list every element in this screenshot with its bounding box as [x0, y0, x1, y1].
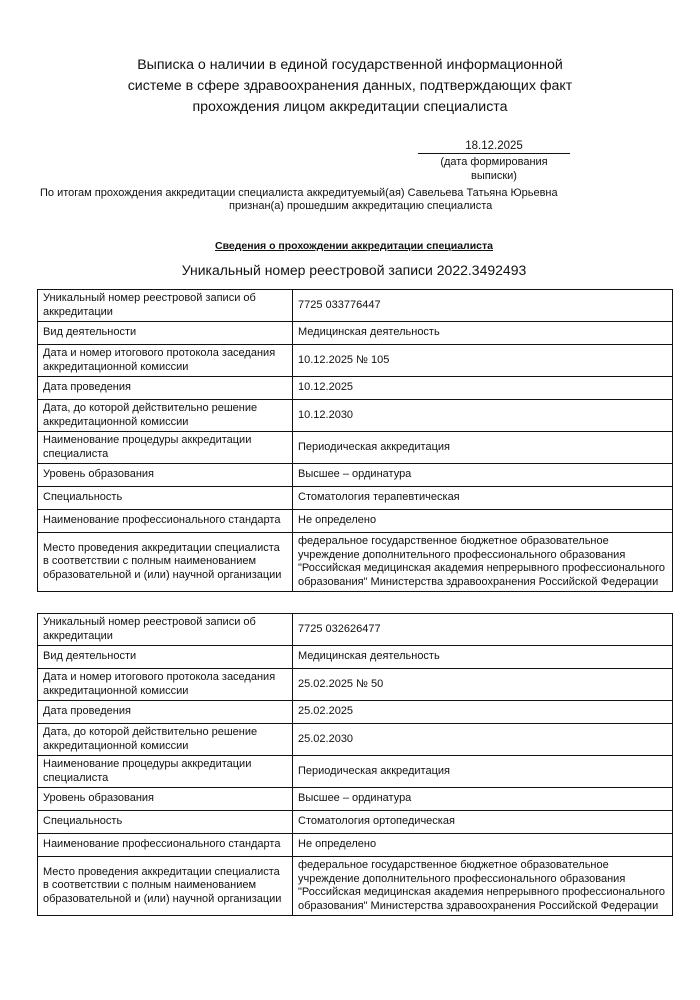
accreditation-table-2: [37, 613, 673, 916]
row-value: 10.12.2025 № 105: [293, 345, 673, 377]
table-row: [38, 464, 673, 487]
title-line: Выписка о наличии в единой государственной информационной: [137, 57, 563, 73]
row-label: Специальность: [38, 487, 293, 510]
row-value: Высшее – ординатура: [293, 788, 673, 811]
table-row: [38, 377, 673, 400]
row-value: федеральное государственное бюджетное образовательное учреждение дополнительного профессионального образования "Российская медицинская академия непрерывного профессионального образования" Министерства здравоохранения Российской Федерации: [293, 533, 673, 592]
table-row: [38, 487, 673, 510]
row-label: Специальность: [38, 811, 293, 834]
row-label: Дата проведения: [38, 701, 293, 724]
row-value: 10.12.2030: [293, 400, 673, 432]
row-value: Стоматология терапевтическая: [293, 487, 673, 510]
table-row: [38, 345, 673, 377]
table-row: [38, 400, 673, 432]
table-row: [38, 724, 673, 756]
row-label: Наименование профессионального стандарта: [38, 510, 293, 533]
row-label: Дата и номер итогового протокола заседания аккредитационной комиссии: [38, 345, 293, 377]
row-label: Наименование процедуры аккредитации специалиста: [38, 756, 293, 788]
row-value: 10.12.2025: [293, 377, 673, 400]
table-row: [38, 432, 673, 464]
row-label: Дата проведения: [38, 377, 293, 400]
table-row: [38, 857, 673, 916]
formation-date-block: [418, 140, 570, 183]
row-label: Уровень образования: [38, 788, 293, 811]
formation-date: 18.12.2025: [418, 140, 570, 154]
row-label: Дата, до которой действительно решение аккредитационной комиссии: [38, 400, 293, 432]
row-value: федеральное государственное бюджетное образовательное учреждение дополнительного профессионального образования "Российская медицинская академия непрерывного профессионального образования" Министерства здравоохранения Российской Федерации: [293, 857, 673, 916]
row-label: Вид деятельности: [38, 322, 293, 345]
result-statement-cont: признан(а) прошедшим аккредитацию специалиста: [229, 200, 493, 212]
row-label: Дата и номер итогового протокола заседания аккредитационной комиссии: [38, 669, 293, 701]
row-value: Не определено: [293, 510, 673, 533]
table-row: [38, 533, 673, 592]
row-value: 25.02.2030: [293, 724, 673, 756]
row-value: Медицинская деятельность: [293, 646, 673, 669]
table-row: [38, 510, 673, 533]
document-title: [100, 55, 600, 118]
row-value: Не определено: [293, 834, 673, 857]
table-row: [38, 646, 673, 669]
table-row: [38, 290, 673, 322]
section-title: Сведения о прохождении аккредитации специалиста: [215, 240, 493, 252]
table-row: [38, 834, 673, 857]
row-label: Место проведения аккредитации специалиста в соответствии с полным наименованием образовательной и (или) научной организации: [38, 533, 293, 592]
row-value: 7725 033776447: [293, 290, 673, 322]
row-label: Наименование процедуры аккредитации специалиста: [38, 432, 293, 464]
row-value: 7725 032626477: [293, 614, 673, 646]
registry-number-heading: Уникальный номер реестровой записи 2022.3492493: [181, 262, 527, 278]
table-row: [38, 701, 673, 724]
table-row: [38, 756, 673, 788]
row-label: Наименование профессионального стандарта: [38, 834, 293, 857]
row-value: Медицинская деятельность: [293, 322, 673, 345]
row-value: Высшее – ординатура: [293, 464, 673, 487]
row-label: Уникальный номер реестровой записи об аккредитации: [38, 614, 293, 646]
table-row: [38, 322, 673, 345]
result-statement: По итогам прохождения аккредитации специалиста аккредитуемый(ая) Савельева Татьяна Юрьевна: [40, 187, 558, 199]
title-line: системе в сфере здравоохранения данных, подтверждающих факт: [127, 78, 573, 94]
formation-date-caption: (дата формирования выписки): [440, 156, 548, 182]
row-value: 25.02.2025 № 50: [293, 669, 673, 701]
row-label: Место проведения аккредитации специалиста в соответствии с полным наименованием образовательной и (или) научной организации: [38, 857, 293, 916]
row-value: Периодическая аккредитация: [293, 432, 673, 464]
row-label: Уровень образования: [38, 464, 293, 487]
row-label: Дата, до которой действительно решение аккредитационной комиссии: [38, 724, 293, 756]
table-row: [38, 811, 673, 834]
table-row: [38, 614, 673, 646]
table-row: [38, 788, 673, 811]
title-line: прохождения лицом аккредитации специалиста: [192, 99, 508, 115]
row-value: 25.02.2025: [293, 701, 673, 724]
row-label: Вид деятельности: [38, 646, 293, 669]
table-row: [38, 669, 673, 701]
accreditation-table-1: [37, 289, 673, 592]
row-label: Уникальный номер реестровой записи об аккредитации: [38, 290, 293, 322]
row-value: Стоматология ортопедическая: [293, 811, 673, 834]
row-value: Периодическая аккредитация: [293, 756, 673, 788]
